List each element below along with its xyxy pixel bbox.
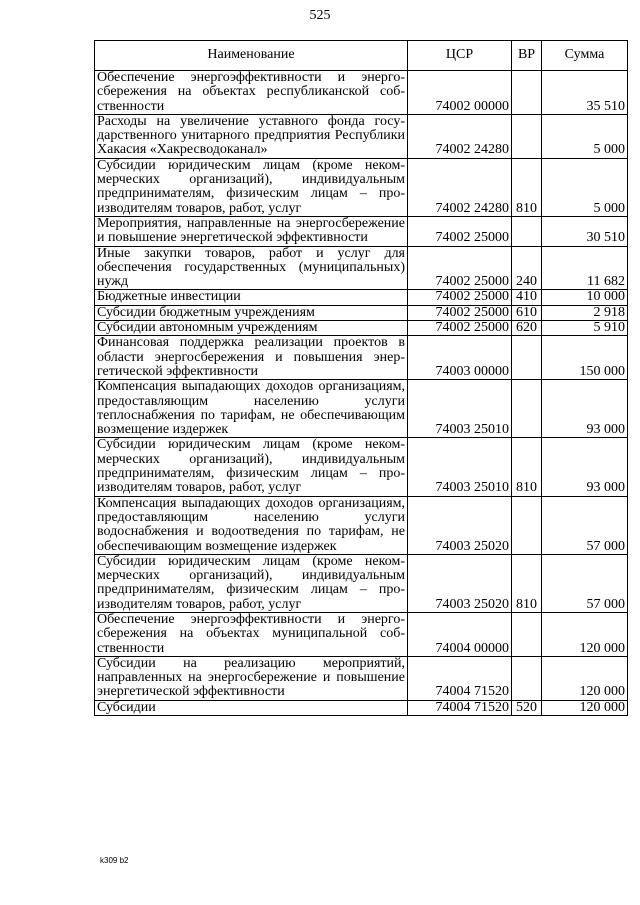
cell-name: Обеспечение энергоэффективности и энергосбережения на объектах республиканской собственности bbox=[95, 71, 408, 115]
table-header-row bbox=[95, 41, 628, 71]
cell-csr: 74003 25010 bbox=[408, 438, 512, 496]
cell-csr: 74002 25000 bbox=[408, 246, 512, 290]
table-row bbox=[95, 496, 628, 554]
cell-sum: 10 000 bbox=[542, 290, 628, 305]
cell-vr bbox=[512, 380, 542, 438]
cell-vr: 520 bbox=[512, 700, 542, 715]
cell-sum: 150 000 bbox=[542, 336, 628, 380]
table-row bbox=[95, 246, 628, 290]
cell-vr bbox=[512, 612, 542, 656]
cell-sum: 120 000 bbox=[542, 700, 628, 715]
cell-name: Субсидии бюджетным учреждениям bbox=[95, 305, 408, 320]
cell-name: Субсидии юридическим лицам (кроме некоммерческих организаций), индивидуальным предпринимателям, физическим лицам – производителям товаров, работ, услуг bbox=[95, 158, 408, 216]
cell-sum: 93 000 bbox=[542, 380, 628, 438]
cell-name: Расходы на увеличение уставного фонда государственного унитарного предприятия Республики Хакасия «Хакресводоканал» bbox=[95, 114, 408, 158]
table-row bbox=[95, 380, 628, 438]
cell-vr bbox=[512, 216, 542, 246]
cell-vr bbox=[512, 71, 542, 115]
cell-sum: 57 000 bbox=[542, 496, 628, 554]
budget-table bbox=[94, 40, 628, 716]
table-row bbox=[95, 438, 628, 496]
table-row bbox=[95, 290, 628, 305]
header-sum: Сумма bbox=[542, 41, 628, 71]
cell-sum: 93 000 bbox=[542, 438, 628, 496]
header-name: Наименование bbox=[95, 41, 408, 71]
cell-name: Субсидии юридическим лицам (кроме некоммерческих организаций), индивидуальным предпринимателям, физическим лицам – производителям товаров, работ, услуг bbox=[95, 438, 408, 496]
header-vr: ВР bbox=[512, 41, 542, 71]
cell-sum: 5 000 bbox=[542, 114, 628, 158]
cell-name: Субсидии на реализацию мероприятий, направленных на энергосбережение и повышение энергетической эффективности bbox=[95, 656, 408, 700]
cell-csr: 74002 25000 bbox=[408, 305, 512, 320]
table-row bbox=[95, 305, 628, 320]
cell-csr: 74002 24280 bbox=[408, 114, 512, 158]
cell-vr bbox=[512, 114, 542, 158]
cell-vr: 240 bbox=[512, 246, 542, 290]
cell-csr: 74003 00000 bbox=[408, 336, 512, 380]
cell-csr: 74004 71520 bbox=[408, 700, 512, 715]
cell-vr: 810 bbox=[512, 554, 542, 612]
table-row bbox=[95, 700, 628, 715]
table-row bbox=[95, 656, 628, 700]
cell-vr bbox=[512, 496, 542, 554]
cell-csr: 74004 00000 bbox=[408, 612, 512, 656]
footer-code: k309 b2 bbox=[100, 856, 129, 865]
cell-csr: 74002 24280 bbox=[408, 158, 512, 216]
cell-csr: 74003 25010 bbox=[408, 380, 512, 438]
cell-csr: 74002 25000 bbox=[408, 290, 512, 305]
table-row bbox=[95, 71, 628, 115]
table-row bbox=[95, 554, 628, 612]
cell-name: Мероприятия, направленные на энергосбережение и повышение энергетической эффективности bbox=[95, 216, 408, 246]
cell-name: Компенсация выпадающих доходов организациям, предоставляющим населению услуги водоснабжения и водоотведения по тарифам, не обеспечивающим возмещение издержек bbox=[95, 496, 408, 554]
cell-sum: 35 510 bbox=[542, 71, 628, 115]
cell-name: Субсидии bbox=[95, 700, 408, 715]
cell-name: Субсидии юридическим лицам (кроме некоммерческих организаций), индивидуальным предпринимателям, физическим лицам – производителям товаров, работ, услуг bbox=[95, 554, 408, 612]
cell-sum: 120 000 bbox=[542, 612, 628, 656]
cell-csr: 74003 25020 bbox=[408, 554, 512, 612]
cell-name: Бюджетные инвестиции bbox=[95, 290, 408, 305]
cell-vr: 620 bbox=[512, 321, 542, 336]
table-row bbox=[95, 158, 628, 216]
table-row bbox=[95, 321, 628, 336]
cell-vr bbox=[512, 656, 542, 700]
cell-name: Финансовая поддержка реализации проектов в области энергосбережения и повышения энергетической эффективности bbox=[95, 336, 408, 380]
table-row bbox=[95, 336, 628, 380]
table-row bbox=[95, 114, 628, 158]
cell-sum: 5 000 bbox=[542, 158, 628, 216]
cell-csr: 74004 71520 bbox=[408, 656, 512, 700]
cell-name: Иные закупки товаров, работ и услуг для обеспечения государственных (муниципальных) нужд bbox=[95, 246, 408, 290]
cell-csr: 74002 25000 bbox=[408, 216, 512, 246]
table-row bbox=[95, 612, 628, 656]
page-number: 525 bbox=[309, 8, 331, 23]
table-row bbox=[95, 216, 628, 246]
cell-vr bbox=[512, 336, 542, 380]
cell-sum: 11 682 bbox=[542, 246, 628, 290]
cell-sum: 2 918 bbox=[542, 305, 628, 320]
cell-sum: 30 510 bbox=[542, 216, 628, 246]
header-csr: ЦСР bbox=[408, 41, 512, 71]
cell-name: Компенсация выпадающих доходов организациям, предоставляющим населению услуги теплоснабжения по тарифам, не обеспечивающим возмещение издержек bbox=[95, 380, 408, 438]
cell-name: Обеспечение энергоэффективности и энергосбережения на объектах муниципальной собственности bbox=[95, 612, 408, 656]
cell-csr: 74002 00000 bbox=[408, 71, 512, 115]
cell-vr: 810 bbox=[512, 158, 542, 216]
cell-sum: 120 000 bbox=[542, 656, 628, 700]
cell-csr: 74003 25020 bbox=[408, 496, 512, 554]
cell-csr: 74002 25000 bbox=[408, 321, 512, 336]
cell-vr: 810 bbox=[512, 438, 542, 496]
cell-sum: 5 910 bbox=[542, 321, 628, 336]
cell-name: Субсидии автономным учреждениям bbox=[95, 321, 408, 336]
cell-sum: 57 000 bbox=[542, 554, 628, 612]
cell-vr: 410 bbox=[512, 290, 542, 305]
cell-vr: 610 bbox=[512, 305, 542, 320]
